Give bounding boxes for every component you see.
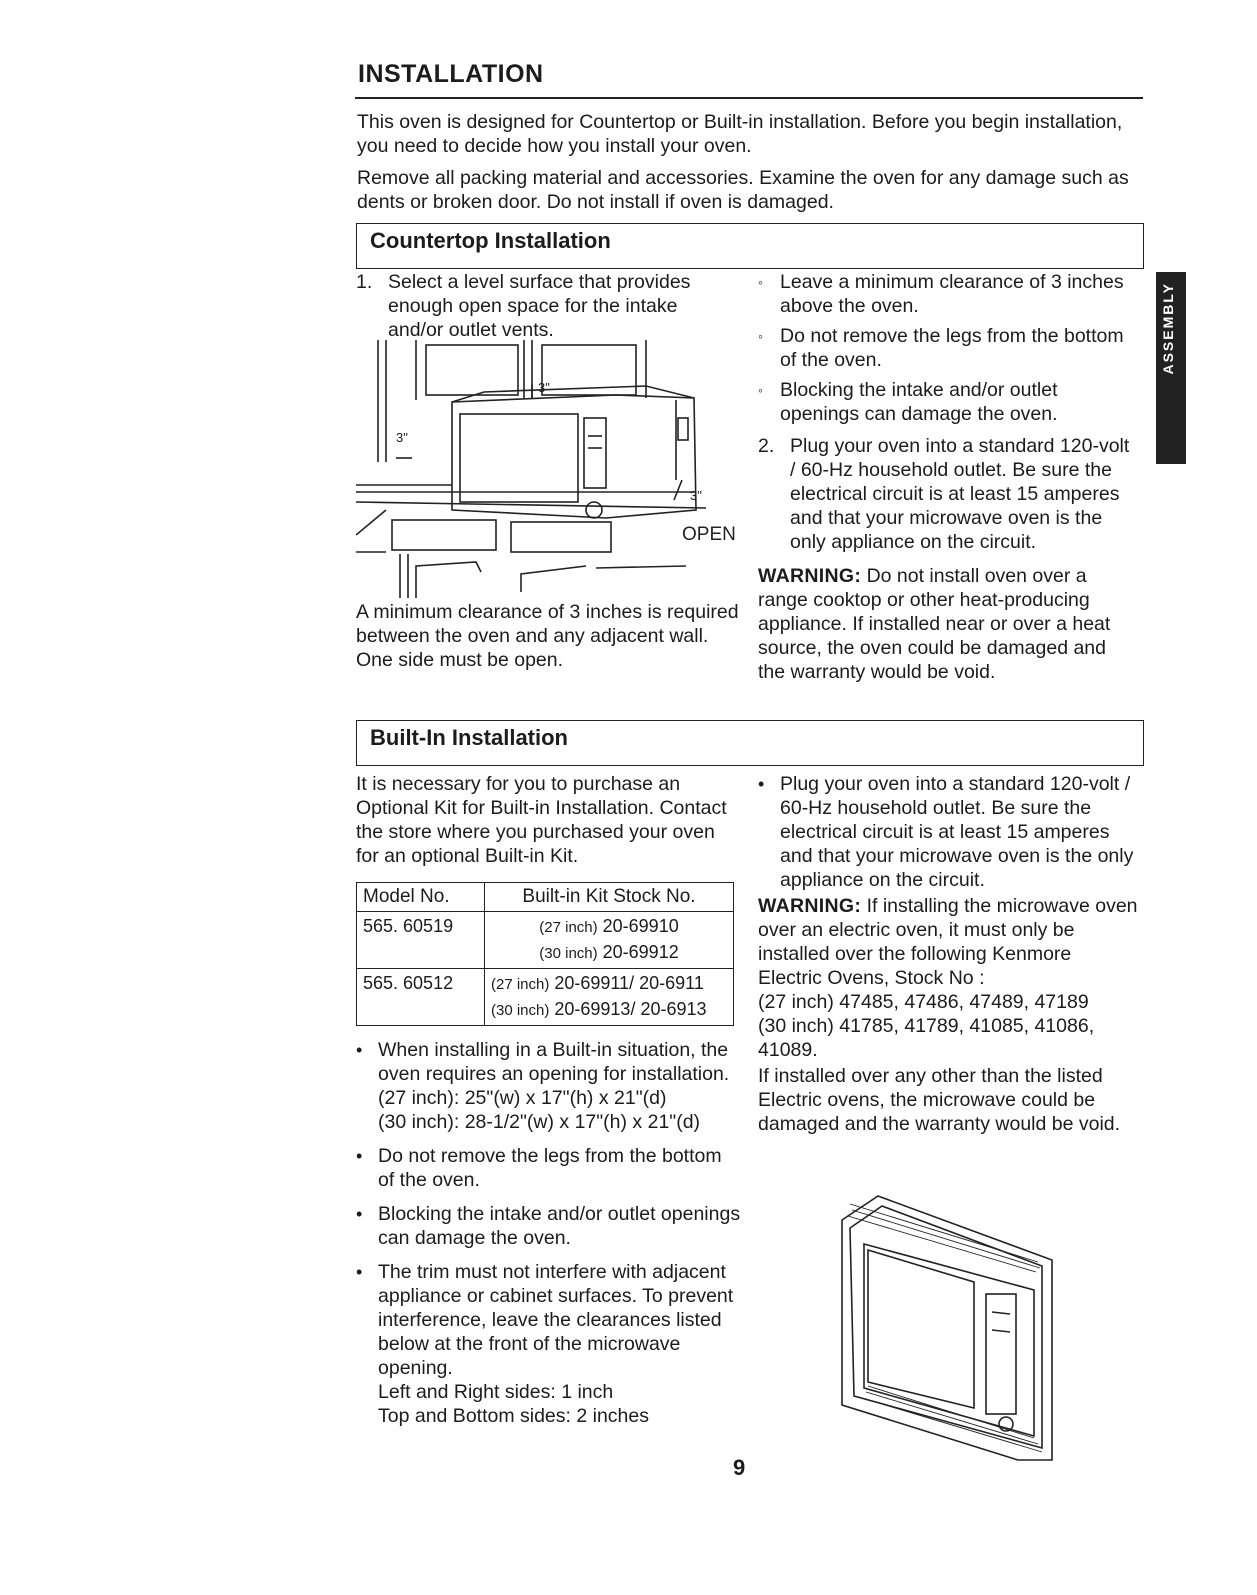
countertop-warning	[758, 564, 1138, 684]
countertop-warning-text: Do not install oven over a range cooktop or other heat-producing appliance. If installed near or over a heat source, the oven could be damaged and the warranty would be void.	[758, 565, 1111, 683]
builtin-clearance-top-bottom: Top and Bottom sides: 2 inches	[378, 1405, 649, 1427]
builtin-warning-label: WARNING:	[758, 895, 862, 917]
countertop-caption: A minimum clearance of 3 inches is required between the oven and any adjacent wall. One side must be open.	[356, 601, 739, 671]
countertop-bullet-1: ◦ Leave a minimum clearance of 3 inches above the oven.	[758, 270, 1138, 318]
builtin-kit-table	[356, 882, 734, 1026]
step-1-text: Select a level surface that provides enough open space for the intake and/or outlet vents.	[388, 271, 691, 341]
kit-stock: 20-69911/ 20-6911	[554, 973, 704, 993]
kit-table-model-2: 565. 60512	[357, 969, 485, 1026]
kit-table-header-model: Model No.	[357, 883, 485, 912]
builtin-left-column	[356, 772, 741, 1428]
step-1-number: 1.	[356, 271, 373, 293]
countertop-step-1	[356, 270, 736, 342]
countertop-step-2	[758, 434, 1138, 554]
kit-size: (27 inch)	[539, 919, 598, 936]
intro-paragraph-1: This oven is designed for Countertop or Built-in installation. Before you begin installation, you need to decide how you install your oven.	[357, 111, 1123, 157]
kit-table-stock-2	[485, 969, 734, 1026]
countertop-illustration	[356, 340, 746, 598]
builtin-warning-text: If installing the microwave oven over an electric oven, it must only be installed over the following Kenmore Electric Ovens, Stock No :	[758, 895, 1138, 989]
kit-size: (30 inch)	[539, 945, 598, 962]
builtin-bullet-5: • Plug your oven into a standard 120-volt / 60-Hz household outlet. Be sure the electrical circuit is at least 15 amperes and that your microwave oven is the only appliance on the circuit.	[758, 772, 1138, 892]
countertop-right-column	[758, 270, 1138, 684]
side-tab-label: ASSEMBLY	[1160, 282, 1176, 375]
builtin-bullet-1	[356, 1038, 741, 1134]
kit-stock: 20-69910	[602, 916, 679, 936]
table-row	[357, 912, 734, 969]
assembly-side-tab	[1156, 272, 1186, 464]
open-label: OPEN	[682, 524, 736, 545]
builtin-bullet-4-text: • The trim must not interfere with adjacent appliance or cabinet surfaces. To prevent interference, leave the clearances listed below at the front of the microwave opening.	[378, 1261, 734, 1379]
kit-table-header-row	[357, 883, 734, 912]
clearance-top-label: 3"	[538, 380, 550, 395]
kit-size: (30 inch)	[491, 1002, 550, 1019]
countertop-left-column	[356, 270, 736, 342]
builtin-bullet-1-text: • When installing in a Built-in situation, the oven requires an opening for installation.	[378, 1039, 730, 1085]
builtin-dimension-27: (27 inch): 25"(w) x 17"(h) x 21"(d)	[378, 1087, 667, 1109]
step-2-text: Plug your oven into a standard 120-volt / 60-Hz household outlet. Be sure the electrical circuit is at least 15 amperes and that your microwave oven is the only appliance on the circuit.	[790, 435, 1130, 553]
page-title: INSTALLATION	[358, 60, 544, 88]
builtin-illustration	[838, 1190, 1053, 1465]
table-row	[357, 969, 734, 1026]
builtin-right-column	[758, 772, 1138, 1136]
builtin-stock-27: (27 inch) 47485, 47486, 47489, 47189	[758, 991, 1089, 1013]
builtin-stock-30: (30 inch) 41785, 41789, 41085, 41086, 41089.	[758, 1015, 1095, 1061]
builtin-intro: It is necessary for you to purchase an Optional Kit for Built-in Installation. Contact the store where you purchased your oven for an optional Built-in Kit.	[356, 773, 727, 867]
kit-stock: 20-69913/ 20-6913	[554, 999, 707, 1019]
builtin-warning	[758, 894, 1138, 990]
countertop-heading-text: Countertop Installation	[370, 228, 611, 253]
kit-size: (27 inch)	[491, 976, 550, 993]
countertop-bullet-3: ◦ Blocking the intake and/or outlet openings can damage the oven.	[758, 378, 1138, 426]
kit-table-header-stock: Built-in Kit Stock No.	[485, 883, 734, 912]
builtin-heading	[356, 720, 1144, 766]
kit-table-model-1: 565. 60519	[357, 912, 485, 969]
countertop-heading	[356, 223, 1144, 269]
builtin-bullet-4	[356, 1260, 741, 1428]
clearance-right-label: 3"	[690, 488, 702, 503]
builtin-dimension-30: (30 inch): 28-1/2"(w) x 17"(h) x 21"(d)	[378, 1111, 701, 1133]
kit-table-stock-1	[485, 912, 734, 969]
page-number: 9	[733, 1455, 746, 1480]
builtin-void-note: If installed over any other than the listed Electric ovens, the microwave could be damaged and the warranty would be void.	[758, 1065, 1121, 1135]
countertop-bullet-2: ◦ Do not remove the legs from the bottom of the oven.	[758, 324, 1138, 372]
intro-paragraph-2: Remove all packing material and accessories. Examine the oven for any damage such as dents or broken door. Do not install if oven is damaged.	[357, 167, 1129, 213]
title-rule	[355, 97, 1143, 99]
countertop-warning-label: WARNING:	[758, 565, 862, 587]
step-2-number: 2.	[758, 435, 775, 457]
builtin-clearance-sides: Left and Right sides: 1 inch	[378, 1381, 614, 1403]
clearance-left-label: 3"	[396, 430, 408, 445]
builtin-bullet-2: • Do not remove the legs from the bottom of the oven.	[356, 1144, 741, 1192]
builtin-bullet-3: • Blocking the intake and/or outlet openings can damage the oven.	[356, 1202, 741, 1250]
kit-stock: 20-69912	[602, 942, 679, 962]
builtin-heading-text: Built-In Installation	[370, 725, 568, 750]
